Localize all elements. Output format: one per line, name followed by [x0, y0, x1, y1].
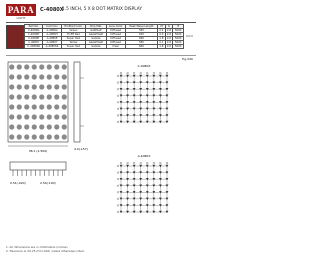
pin-terminal: [160, 162, 162, 164]
led-dot: [39, 64, 44, 69]
table-cell: Green: [61, 29, 86, 33]
led-dot: [24, 104, 29, 109]
led-dot: [39, 84, 44, 89]
table-cell: C-4080H: [25, 33, 43, 37]
table-cell: A-4080Y: [43, 41, 61, 45]
led-dot: [32, 124, 37, 129]
led-dot: [9, 84, 14, 89]
led-dot: [32, 104, 37, 109]
pin-dimension-label: 0.51(.020): [10, 181, 26, 185]
led-dot: [32, 64, 37, 69]
bottom-view-pins: [13, 170, 63, 176]
pin-terminal: [166, 72, 168, 74]
circuit-diagram-common-anode: [117, 162, 168, 213]
pin-terminal: [133, 162, 135, 164]
led-dot: [47, 134, 52, 139]
led-dot: [24, 84, 29, 89]
spec-col-header: Chip Mat.: [86, 25, 106, 29]
bottom-view-outline: [10, 162, 66, 170]
led-dot: [47, 84, 52, 89]
led-dot: [47, 74, 52, 79]
table-cell: 660: [125, 37, 157, 41]
company-logo-subtext: LIGHT: [16, 16, 26, 20]
led-dot: [62, 134, 67, 139]
led-dot: [62, 94, 67, 99]
table-cell: GaAsP/GaP: [86, 33, 106, 37]
pin-pitch-label: 2.54(.100): [40, 181, 56, 185]
led-dot: [62, 124, 67, 129]
front-view-led-grid: [9, 64, 67, 139]
table-cell: 2.2: [159, 29, 164, 32]
pin-terminal: [117, 82, 119, 84]
product-thumbnail: [6, 25, 24, 49]
table-cell: Diffused: [106, 33, 125, 37]
table-cell: 585: [125, 41, 157, 45]
table-cell: 660: [125, 45, 157, 49]
pin-terminal: [117, 172, 119, 174]
table-cell: GaAsP/GaP: [86, 41, 106, 45]
led-dot: [39, 124, 44, 129]
table-cell: 2.6: [166, 45, 171, 48]
table-cell: C-4080G: [25, 29, 43, 33]
note-line: 2. Tolerance is ±0.25 mm(.010) unless otherwise noted.: [6, 249, 85, 253]
pin-terminal: [117, 178, 119, 180]
pin-terminal: [120, 162, 122, 164]
pin-terminal: [117, 121, 119, 123]
led-dot: [62, 114, 67, 119]
table-cell: A-4080H: [43, 33, 61, 37]
table-cell: 1.8: [159, 37, 164, 40]
led-dot: [9, 74, 14, 79]
led-dot: [17, 94, 22, 99]
led-dot: [47, 94, 52, 99]
led-dot: [62, 84, 67, 89]
pin-terminal: [153, 72, 155, 74]
spec-col-header: Part No.: [25, 25, 43, 29]
led-dot: [17, 134, 22, 139]
led-dot: [32, 94, 37, 99]
table-row: [25, 45, 184, 49]
spec-col-header: Vf: [158, 25, 166, 29]
table-cell: C-4080SR: [25, 45, 43, 49]
pin-terminal: [146, 162, 148, 164]
led-dot: [9, 64, 14, 69]
led-dot: [24, 124, 29, 129]
pin-terminal: [117, 191, 119, 193]
pin-terminal: [117, 88, 119, 90]
table-cell: 5000: [173, 29, 184, 33]
table-cell: 5000: [173, 37, 184, 41]
led-dot: [39, 94, 44, 99]
table-cell: C-4080E: [25, 37, 43, 41]
circuit-diagram-common-cathode: [117, 72, 168, 123]
pin-terminal: [133, 72, 135, 74]
table-cell: 2.6: [166, 41, 171, 44]
led-dot: [17, 104, 22, 109]
table-cell: Diffused: [106, 41, 125, 45]
led-dot: [17, 64, 22, 69]
table-cell: 2.1: [159, 41, 164, 44]
led-dot: [24, 94, 29, 99]
spec-col-header: Common: [43, 25, 61, 29]
front-dimension-label: 4.0(.157): [74, 147, 88, 151]
pin-terminal: [127, 162, 129, 164]
pin-terminal: [117, 95, 119, 97]
spec-col-header: Emitted Color: [61, 25, 86, 29]
package-drawing: [4, 58, 196, 246]
led-dot: [24, 64, 29, 69]
table-cell: 635: [125, 33, 157, 37]
company-logo: PARA: [7, 5, 35, 15]
table-cell: 5000: [173, 41, 184, 45]
table-cell: 565: [125, 29, 157, 33]
unit-label: mcd: [186, 34, 193, 38]
spec-col-header: IF: [173, 25, 184, 29]
led-dot: [54, 114, 59, 119]
led-dot: [17, 124, 22, 129]
note-line: 1. All dimensions are in millimeters (inches).: [6, 245, 69, 249]
pin-terminal: [117, 165, 119, 167]
circuit-b-title: A-4080X: [137, 154, 151, 158]
table-cell: Diffused: [106, 37, 125, 41]
table-cell: Clear: [106, 45, 125, 49]
pin-terminal: [117, 205, 119, 207]
pin-terminal: [120, 72, 122, 74]
table-cell: GaP/GaP: [86, 29, 106, 33]
led-dot: [32, 114, 37, 119]
circuit-a-title: C-4080X: [137, 64, 151, 68]
table-cell: A-4080E: [43, 37, 61, 41]
led-dot: [17, 114, 22, 119]
spec-col-header: Iv: [165, 25, 173, 29]
led-dot: [9, 94, 14, 99]
led-dot: [54, 84, 59, 89]
led-dot: [47, 104, 52, 109]
led-dot: [47, 64, 52, 69]
table-cell: Super Red: [61, 37, 86, 41]
table-cell: 1.8: [159, 45, 164, 48]
led-dot: [54, 94, 59, 99]
led-dot: [17, 84, 22, 89]
led-dot: [62, 104, 67, 109]
led-dot: [39, 104, 44, 109]
pin-terminal: [117, 75, 119, 77]
led-dot: [24, 114, 29, 119]
pin-terminal: [117, 115, 119, 117]
table-cell: Diffused: [106, 29, 125, 33]
spec-col-header: Lens Color: [106, 25, 125, 29]
pin-terminal: [146, 72, 148, 74]
pin-terminal: [117, 108, 119, 110]
led-dot: [39, 134, 44, 139]
led-dot: [9, 114, 14, 119]
led-dot: [54, 64, 59, 69]
led-dot: [54, 134, 59, 139]
pin-terminal: [117, 185, 119, 187]
table-cell: A-4080G: [43, 29, 61, 33]
table-cell: GaAlAs: [86, 37, 106, 41]
led-dot: [24, 134, 29, 139]
led-dot: [54, 124, 59, 129]
led-dot: [9, 134, 14, 139]
led-dot: [32, 74, 37, 79]
table-cell: C-4080Y: [25, 41, 43, 45]
led-dot: [62, 64, 67, 69]
spec-col-header: Peak Wave Length: [125, 25, 157, 29]
table-cell: 2.6: [166, 33, 171, 36]
table-cell: 2.6: [166, 37, 171, 40]
led-dot: [17, 74, 22, 79]
table-cell: 2.0: [159, 33, 164, 36]
led-dot: [54, 74, 59, 79]
table-cell: Super Red: [61, 45, 86, 49]
pin-terminal: [140, 72, 142, 74]
table-cell: 5000: [173, 45, 184, 49]
led-dot: [54, 104, 59, 109]
led-dot: [9, 124, 14, 129]
pin-terminal: [166, 162, 168, 164]
table-cell: GaAlAs: [86, 45, 106, 49]
pin-terminal: [117, 101, 119, 103]
pin-terminal: [140, 162, 142, 164]
led-dot: [62, 74, 67, 79]
table-cell: 2.6: [166, 29, 171, 32]
table-cell: 5000: [173, 33, 184, 37]
led-dot: [32, 84, 37, 89]
top-dimension-label: 38.1 (1.500): [28, 149, 48, 153]
pin-terminal: [117, 211, 119, 213]
led-dot: [32, 134, 37, 139]
spec-table: [24, 24, 184, 49]
pin-terminal: [160, 72, 162, 74]
pin-terminal: [153, 162, 155, 164]
pin-terminal: [127, 72, 129, 74]
page-title: 1.5 INCH, 5 X 8 DOT MATRIX DISPLAY: [62, 7, 142, 12]
led-dot: [24, 74, 29, 79]
table-cell: Yellow: [61, 41, 86, 45]
header-divider: [6, 22, 196, 23]
led-dot: [47, 124, 52, 129]
table-cell: Hi-Eff Red: [61, 33, 86, 37]
side-view-outline: [74, 62, 80, 142]
led-dot: [39, 74, 44, 79]
led-dot: [9, 104, 14, 109]
table-cell: A-4080SR: [43, 45, 61, 49]
page-label: Fig.096: [182, 57, 193, 61]
pin-terminal: [117, 198, 119, 200]
part-number: C-4080X: [40, 7, 64, 13]
front-view-outline: [8, 62, 68, 142]
led-dot: [47, 114, 52, 119]
led-dot: [39, 114, 44, 119]
